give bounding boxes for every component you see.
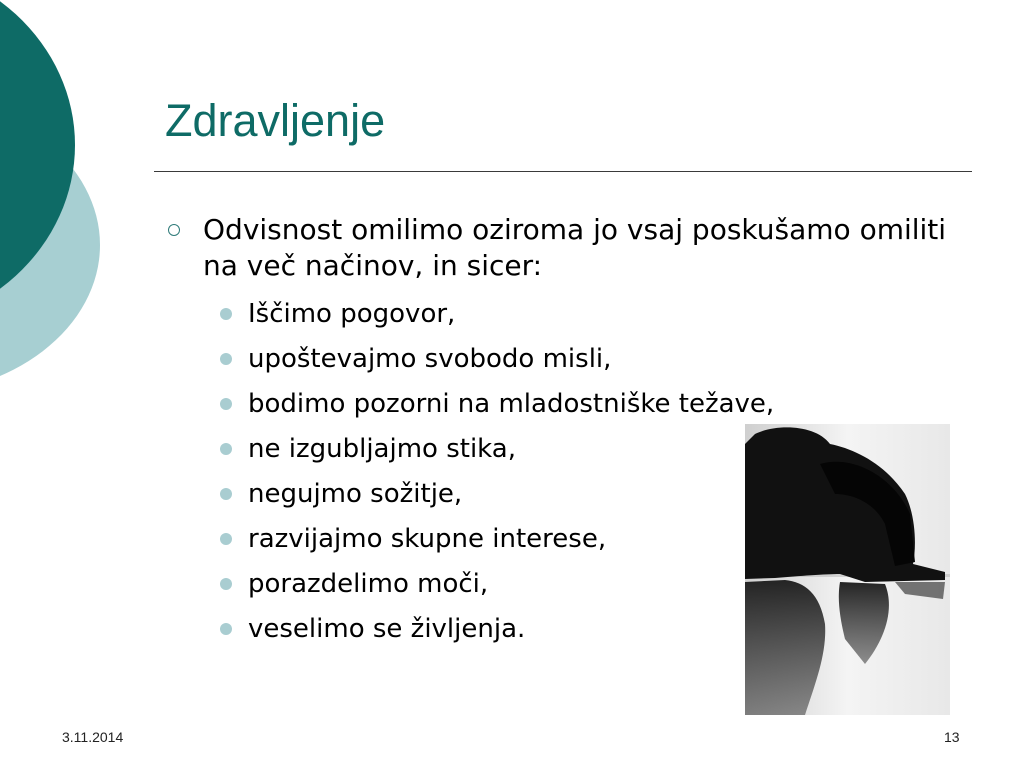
list-item: ne izgubljajmo stika, — [165, 427, 965, 472]
dot-bullet-icon — [220, 623, 232, 635]
list-item: razvijajmo skupne interese, — [165, 517, 965, 562]
list-item: negujmo sožitje, — [165, 472, 965, 517]
dot-bullet-icon — [220, 533, 232, 545]
list-item: Iščimo pogovor, — [165, 292, 965, 337]
slide-title: Zdravljenje — [165, 95, 386, 146]
dot-bullet-icon — [220, 398, 232, 410]
dot-bullet-icon — [220, 578, 232, 590]
list-item: veselimo se življenja. — [165, 607, 965, 652]
list-item: upoštevajmo svobodo misli, — [165, 337, 965, 382]
page-number: 13 — [944, 729, 960, 745]
dot-bullet-icon — [220, 443, 232, 455]
dot-bullet-icon — [220, 308, 232, 320]
title-divider — [154, 171, 972, 172]
dot-bullet-icon — [220, 353, 232, 365]
hollow-circle-bullet-icon — [168, 224, 180, 236]
footer-date: 3.11.2014 — [62, 729, 124, 745]
main-bullet — [165, 212, 965, 284]
main-bullet-text: Odvisnost omilimo oziroma jo vsaj poskušamo omiliti na več načinov, in sicer: — [203, 213, 947, 282]
list-item: porazdelimo moči, — [165, 562, 965, 607]
dot-bullet-icon — [220, 488, 232, 500]
list-item: bodimo pozorni na mladostniške težave, — [165, 382, 965, 427]
sad-person-photo — [745, 424, 950, 715]
